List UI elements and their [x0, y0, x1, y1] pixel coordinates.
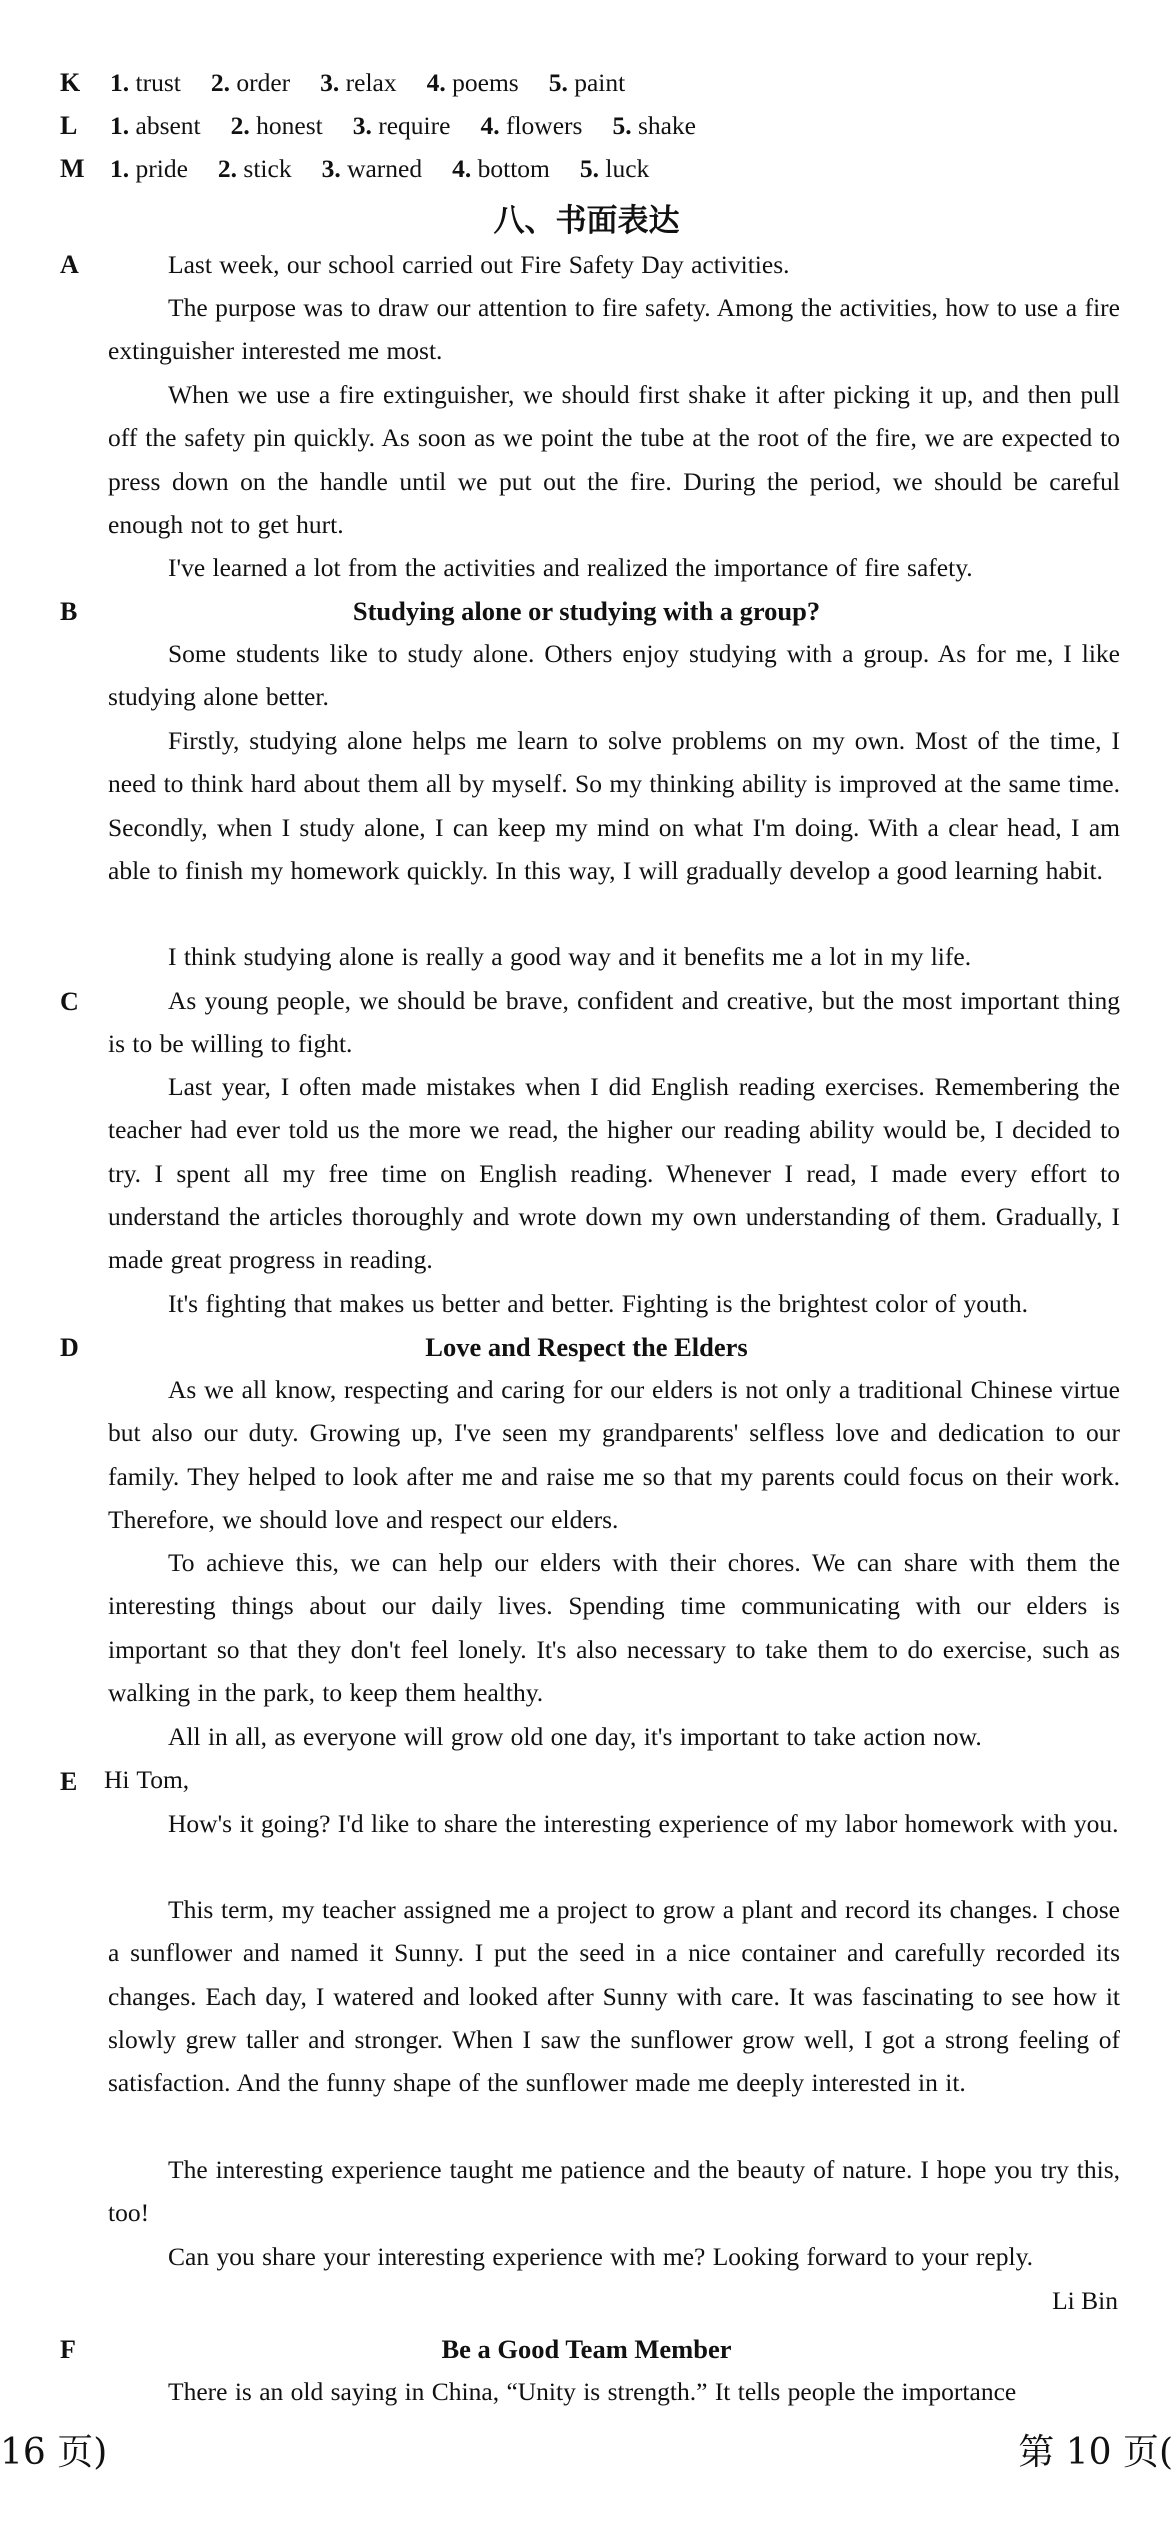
- key-item: 5. paint: [548, 68, 626, 97]
- footer-page-left: 16 页): [0, 2432, 108, 2473]
- essay-b-letter: B: [60, 597, 78, 626]
- essay-f-paragraph: There is an old saying in China, “Unity is strength.” It tells people the importance: [168, 2377, 1017, 2406]
- key-item: 2. order: [210, 68, 291, 97]
- essay-e-paragraph: The interesting experience taught me patience and the beauty of nature. I hope you try this, too!: [108, 2155, 1120, 2228]
- key-letter: M: [60, 154, 85, 183]
- essay-d-paragraph: As we all know, respecting and caring for our elders is not only a traditional Chinese virtue but also our duty. Growing up, I've seen my grandparents' selfless love and dedication to our family. They helped to look after me and raise me so that my parents could focus on their work. Therefore, we should love and respect our elders.: [108, 1375, 1120, 1534]
- key-item: 3. require: [352, 111, 451, 140]
- essay-a-paragraph: The purpose was to draw our attention to fire safety. Among the activities, how to use a fire extinguisher interested me most.: [108, 293, 1120, 366]
- key-item: 4. poems: [426, 68, 519, 97]
- key-item: 4. bottom: [452, 154, 550, 183]
- essay-d-title: Love and Respect the Elders: [425, 1332, 748, 1362]
- key-item: 5. luck: [579, 154, 650, 183]
- key-item: 2. honest: [230, 111, 323, 140]
- key-item: 1. trust: [110, 68, 181, 97]
- answer-key-row-k: [60, 68, 655, 98]
- essay-b-paragraph: I think studying alone is really a good way and it benefits me a lot in my life.: [168, 942, 972, 971]
- essay-b-title: Studying alone or studying with a group?: [352, 596, 821, 626]
- essay-a-paragraph: I've learned a lot from the activities and realized the importance of fire safety.: [168, 553, 973, 582]
- essay-e-paragraph: This term, my teacher assigned me a project to grow a plant and record its changes. I chose a sunflower and named it Sunny. I put the seed in a nice container and carefully recorded its changes. Each day, I watered and looked after Sunny with care. It was fascinating to see how it slowly grew taller and stronger. When I saw the sunflower grow well, I got a strong feeling of satisfaction. And the funny shape of the sunflower made me deeply interested in it.: [108, 1895, 1120, 2098]
- footer-page-right: 第 10 页(: [1018, 2432, 1173, 2473]
- essay-a-paragraph: Last week, our school carried out Fire Safety Day activities.: [168, 250, 790, 279]
- essay-c-paragraph: As young people, we should be brave, confident and creative, but the most important thing is to be willing to fight.: [108, 986, 1120, 1059]
- essay-b-paragraph: Firstly, studying alone helps me learn to solve problems on my own. Most of the time, I need to think hard about them all by myself. So my thinking ability is improved at the same time. Secondly, when I study alone, I can keep my mind on what I'm doing. With a clear head, I am able to finish my homework quickly. In this way, I will gradually develop a good learning habit.: [108, 726, 1120, 885]
- essay-f-letter: F: [60, 2335, 76, 2364]
- key-item: 5. shake: [612, 111, 696, 140]
- essay-e-signature: Li Bin: [1052, 2286, 1118, 2315]
- essay-e-paragraph: Can you share your interesting experience with me? Looking forward to your reply.: [168, 2242, 1034, 2271]
- essay-c-letter: C: [60, 987, 79, 1016]
- section-heading: 八、书面表达: [493, 203, 680, 239]
- essay-e-greeting: Hi Tom,: [104, 1765, 190, 1794]
- key-letter: L: [60, 111, 78, 140]
- essay-d-paragraph: To achieve this, we can help our elders with their chores. We can share with them the interesting things about our daily lives. Spending time communicating with our elders is important so that they don't feel lonely. It's also necessary to take them to do exercise, such as walking in the park, to keep them healthy.: [108, 1548, 1120, 1707]
- essay-d-paragraph: All in all, as everyone will grow old one day, it's important to take action now.: [168, 1722, 982, 1751]
- essay-e-paragraph: How's it going? I'd like to share the interesting experience of my labor homework with you.: [168, 1809, 1119, 1838]
- essay-f-title: Be a Good Team Member: [441, 2334, 732, 2364]
- key-letter: K: [60, 68, 81, 97]
- essay-c-paragraph: Last year, I often made mistakes when I did English reading exercises. Remembering the teacher had ever told us the more we read, the higher our reading ability would be, I decided to try. I spent all my free time on English reading. Whenever I read, I made every effort to understand the articles thoroughly and wrote down my own understanding of them. Gradually, I made great progress in reading.: [108, 1072, 1120, 1275]
- answer-key-row-l: [60, 111, 726, 141]
- essay-c-paragraph: It's fighting that makes us better and better. Fighting is the brightest color of youth.: [168, 1289, 1028, 1318]
- essay-e-letter: E: [60, 1767, 78, 1796]
- answer-key-row-m: [60, 154, 679, 184]
- essay-d-letter: D: [60, 1333, 79, 1362]
- key-item: 2. stick: [217, 154, 292, 183]
- essay-a-letter: A: [60, 250, 79, 279]
- key-item: 1. pride: [110, 154, 188, 183]
- key-item: 3. relax: [320, 68, 397, 97]
- key-item: 1. absent: [110, 111, 201, 140]
- essay-b-paragraph: Some students like to study alone. Others enjoy studying with a group. As for me, I like studying alone better.: [108, 639, 1120, 712]
- key-item: 4. flowers: [480, 111, 583, 140]
- essay-a-paragraph: When we use a fire extinguisher, we should first shake it after picking it up, and then pull off the safety pin quickly. As soon as we point the tube at the root of the fire, we are expected to press down on the handle until we put out the fire. During the period, we should be careful enough not to get hurt.: [108, 380, 1120, 539]
- key-item: 3. warned: [321, 154, 423, 183]
